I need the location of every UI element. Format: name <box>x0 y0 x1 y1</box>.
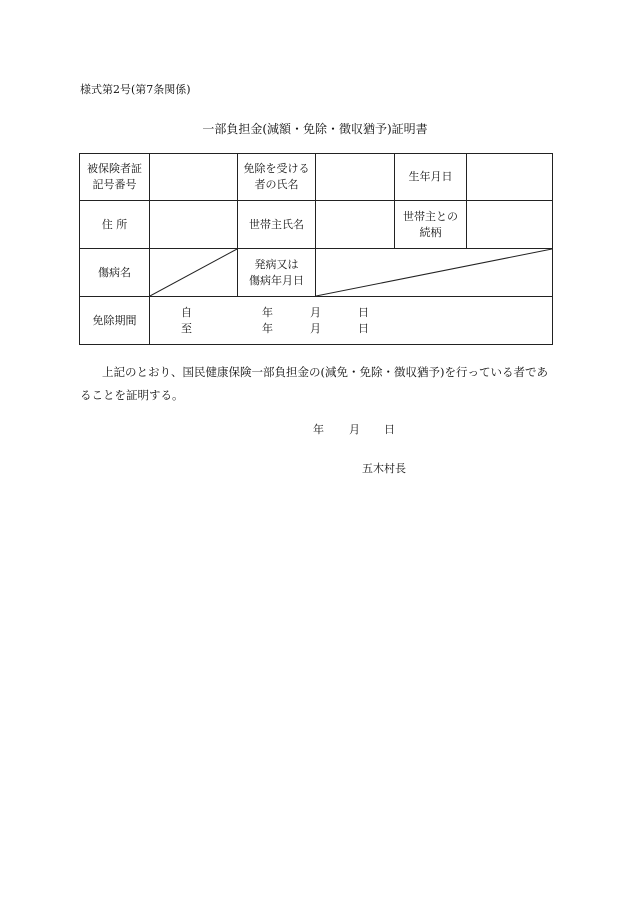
form-number: 様式第2号(第7条関係) <box>80 83 191 96</box>
diagonal-strike <box>150 249 237 296</box>
table-row <box>80 201 553 249</box>
from-day-label: 日 <box>358 306 369 319</box>
insured-id-label: 被保険者証 記号番号 <box>80 154 150 201</box>
document-title: 一部負担金(減額・免除・徴収猶予)証明書 <box>202 122 428 136</box>
relation-value[interactable] <box>467 201 553 249</box>
table-row <box>80 154 553 201</box>
certificate-table <box>79 153 553 345</box>
table-row <box>80 249 553 297</box>
period-to-label: 至 <box>181 322 192 335</box>
to-day-label: 日 <box>358 322 369 335</box>
date-year-label: 年 <box>313 423 324 436</box>
from-year-label: 年 <box>262 306 273 319</box>
diagonal-strike <box>316 249 552 296</box>
to-month-label: 月 <box>310 322 321 335</box>
address-label: 住 所 <box>80 201 150 249</box>
exempt-name-value[interactable] <box>316 154 395 201</box>
onset-value[interactable] <box>316 249 553 297</box>
birthdate-label: 生年月日 <box>395 154 467 201</box>
table-row <box>80 297 553 345</box>
date-month-label: 月 <box>349 423 360 436</box>
period-label: 免除期間 <box>80 297 150 345</box>
to-year-label: 年 <box>262 322 273 335</box>
onset-label: 発病又は 傷病年月日 <box>238 249 316 297</box>
issuer-name: 五木村長 <box>362 462 406 475</box>
from-month-label: 月 <box>310 306 321 319</box>
householder-value[interactable] <box>316 201 395 249</box>
period-from-label: 自 <box>181 306 192 319</box>
date-day-label: 日 <box>384 423 395 436</box>
period-value[interactable] <box>150 297 553 345</box>
exempt-name-label: 免除を受ける 者の氏名 <box>238 154 316 201</box>
disease-label: 傷病名 <box>80 249 150 297</box>
householder-label: 世帯主氏名 <box>238 201 316 249</box>
certification-statement: 上記のとおり、国民健康保険一部負担金の(減免・免除・徴収猶予)を行っている者であることを証明する。 <box>80 365 548 402</box>
birthdate-value[interactable] <box>467 154 553 201</box>
insured-id-value[interactable] <box>150 154 238 201</box>
disease-value[interactable] <box>150 249 238 297</box>
address-value[interactable] <box>150 201 238 249</box>
relation-label: 世帯主との 続柄 <box>395 201 467 249</box>
